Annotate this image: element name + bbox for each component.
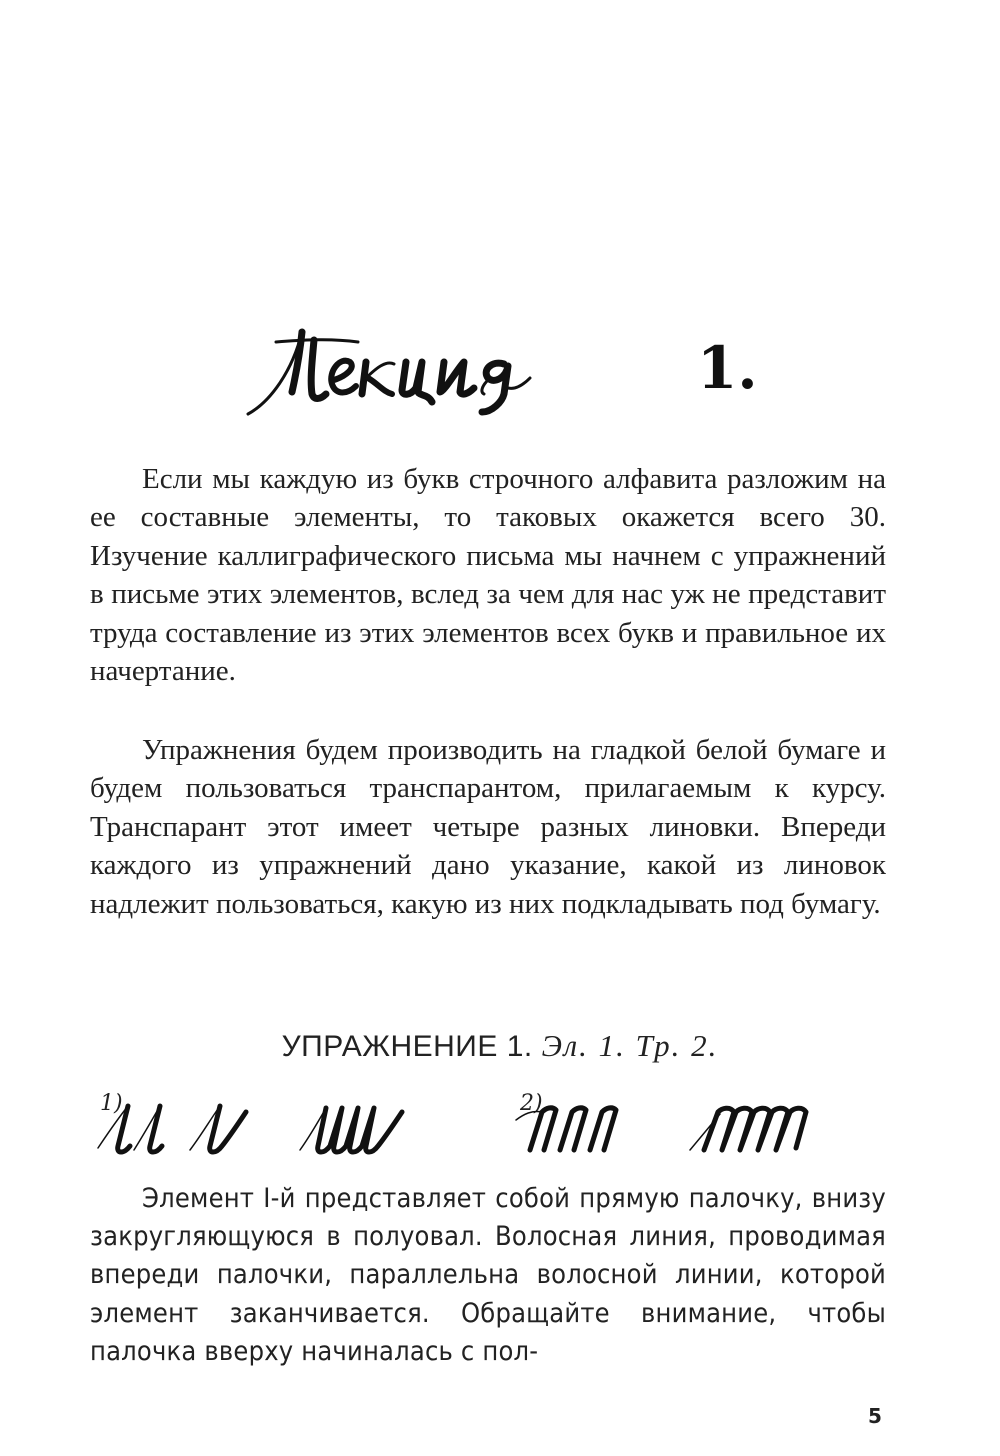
handwriting-sample	[90, 1090, 890, 1160]
sample-label-first: 1)	[100, 1091, 123, 1116]
paragraph-text: Упражнения будем производить на гладкой белой бумаге и будем пользоваться транспарантом, прилагаемым к курсу. Транспарант этот имеет четыре разных линовки. Впереди каждого из упражнений дано указание, какой из линовок надлежит пользоваться, какую из них подкладывать под бумагу.	[90, 734, 886, 920]
paragraph-element-description	[90, 1180, 886, 1371]
paragraph-exercises	[90, 731, 886, 923]
lecture-number: 1.	[697, 334, 758, 402]
exercise-reference: Эл. 1. Тр. 2.	[541, 1028, 719, 1063]
page-number: 5	[868, 1404, 882, 1428]
handwriting-strokes	[90, 1090, 890, 1160]
paragraph-intro	[90, 460, 886, 690]
paragraph-text: Элемент I-й представляет собой прямую палочку, внизу закругляющуюся в полуовал. Волосная линия, проводимая впереди палочки, параллельна волосной линии, которой элемент заканчивается. Обращайте внимание, чтобы палочка вверху начиналась с пол-	[90, 1183, 886, 1367]
sample-label-second: 2)	[520, 1091, 543, 1116]
paragraph-text: Если мы каждую из букв строчного алфавита разложим на ее составные элементы, то таковых окажется всего 30. Изучение каллиграфического письма мы начнем с упражнений в письме этих элементов, вслед за чем для нас уж не представит труда составление из этих элементов всех букв и правильное их начертание.	[90, 463, 886, 688]
exercise-title: УПРАЖНЕНИЕ 1.	[281, 1030, 533, 1063]
exercise-heading	[0, 1026, 1000, 1067]
